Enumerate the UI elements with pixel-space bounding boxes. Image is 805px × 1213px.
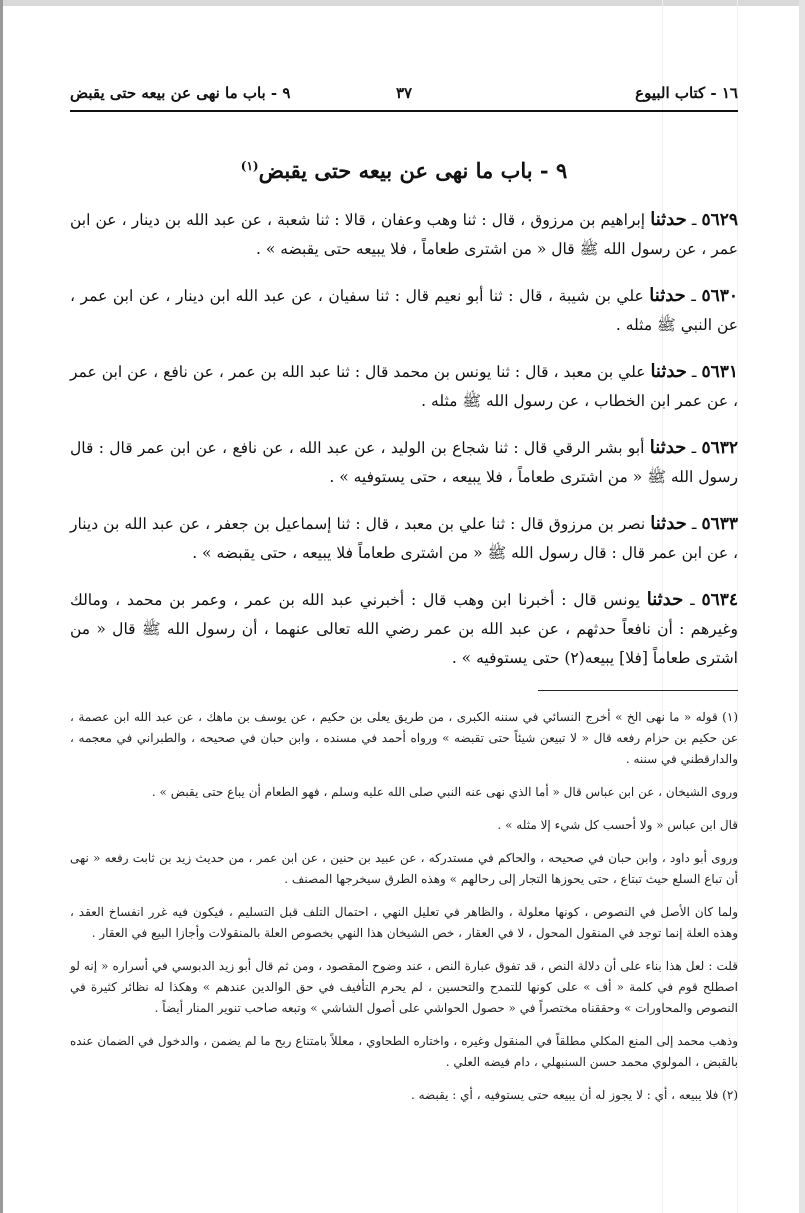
footnote-paragraph: وروى أبو داود ، وابن حبان في صحيحه ، والحاكم في مستدركه ، عن عبيد بن حنين ، عن ابن عمر ، من حديث زيد بن ثابت رفعه « نهى أن تباع السلع حيث تبتاع ، حتى يحوزها التجار إلى رحالهم » وهذه الطرق سيخرجها المصنف . <box>70 851 738 886</box>
running-head-page-number: ٣٧ <box>395 84 413 102</box>
hadith-entry: ٥٦٣٣ ـ حدثنا نصر بن مرزوق قال : ثنا علي بن معبد ، قال : ثنا إسماعيل بن جعفر ، عن عبد الله بن دينار ، عن ابن عمر قال : قال رسول الله ﷺ « من اشترى طعاماً فلا يبيعه ، حتى يقبضه » . <box>70 513 738 562</box>
hadith-text: علي بن شيبة ، قال : ثنا أبو نعيم قال : ثنا سفيان ، عن عبد الله ابن دينار ، عن ابن عمر ، عن النبي ﷺ مثله . <box>70 287 738 334</box>
hadith-number: ٥٦٣٤ <box>701 590 738 610</box>
hadith-keyword: حدثنا <box>649 285 686 306</box>
hadith-number: ٥٦٣٢ <box>701 438 738 458</box>
hadith-keyword: حدثنا <box>650 361 687 382</box>
hadith-number: ٥٦٣٣ <box>701 514 738 534</box>
hadith-entry: ٥٦٣٤ ـ حدثنا يونس قال : أخبرنا ابن وهب قال : أخبرني عبد الله بن عمر ، وعمر بن محمد ، ومالك وغيرهم : أن نافعاً حدثهم ، عن عبد الله بن عمر رضي الله تعالى عنهما ، أن رسول الله ﷺ قال « من اشترى طعاماً [فلا] يبيعه(٢) حتى يستوفيه » . <box>70 589 738 667</box>
hadith-keyword: حدثنا <box>650 209 687 230</box>
hadith-text: نصر بن مرزوق قال : ثنا علي بن معبد ، قال : ثنا إسماعيل بن جعفر ، عن عبد الله بن دينار ، عن ابن عمر قال : قال رسول الله ﷺ « من اشترى طعاماً فلا يبيعه ، حتى يقبضه » . <box>70 515 738 562</box>
footnote-paragraph: قال ابن عباس « ولا أحسب كل شيء إلا مثله » . <box>497 818 738 832</box>
hadith-number: ٥٦٢٩ <box>701 210 738 230</box>
footnote-paragraph: قلت : لعل هذا بناء على أن دلالة النص ، قد تفوق عبارة النص ، عند وضوح المقصود ، ومن ثم قال أبو زيد الدبوسي في أسراره « إنه لو اصطلح قوم في كلمة « أف » على كونها للتمدح والتحسين ، لم يحرم التأفيف في حق الوالدين عندهم » وهكذا له نظائر كثيرة في النصوص والمحاورات » وحققناه مختصراً في « حصول الحواشي على أصول الشاشي » وتبعه صاحب تنوير المنار أيضاً . <box>70 959 738 1015</box>
footnote-paragraph: وذهب محمد إلى المنع المكلي مطلقاً في المنقول وغيره ، واختاره الطحاوي ، معللاً بامتناع ربح ما لم يضمن ، والدخول في الضمان عنده بالقبض ، المولوي محمد حسن السنبهلي ، دام فيضه العلي . <box>70 1034 738 1069</box>
hadith-entry: ٥٦٣١ ـ حدثنا علي بن معبد ، قال : ثنا يونس بن محمد قال : ثنا عبد الله بن عمر ، عن نافع ، عن ابن عمر ، عن عمر ابن الخطاب ، عن رسول الله ﷺ مثله . <box>70 361 738 410</box>
scan-top-edge <box>0 0 805 6</box>
chapter-footnote-ref: (١) <box>240 159 259 173</box>
running-head-chapter: ٩ - باب ما نهى عن بيعه حتى يقبض <box>70 84 291 102</box>
hadith-text: إبراهيم بن مرزوق ، قال : ثنا وهب وعفان ، قالا : ثنا شعبة ، عن عبد الله بن دينار ، عن ابن عمر ، عن رسول الله ﷺ قال « من اشترى طعاماً ، فلا يبيعه حتى يقبضه » . <box>70 211 738 258</box>
footnote-paragraph: ولما كان الأصل في النصوص ، كونها معلولة ، والظاهر في تعليل النهي ، احتمال التلف قبل التسليم ، فيكون فيه غرر انفساخ العقد ، وهذه العلة إنما توجد في المنقول المحول ، لا في العقار ، خص الشيخان هذا النهي بخصوص العلة بالمنقولات وأجازا البيع في العقار . <box>70 905 738 940</box>
hadith-keyword: حدثنا <box>646 589 684 610</box>
running-head-book: ١٦ - كتاب البيوع <box>635 84 738 102</box>
book-page <box>70 82 738 1113</box>
hadith-number: ٥٦٣١ <box>701 362 738 382</box>
scan-right-edge <box>799 0 805 1213</box>
hadith-number: ٥٦٣٠ <box>701 286 738 306</box>
hadith-entry: ٥٦٢٩ ـ حدثنا إبراهيم بن مرزوق ، قال : ثنا وهب وعفان ، قالا : ثنا شعبة ، عن عبد الله بن دينار ، عن ابن عمر ، عن رسول الله ﷺ قال « من اشترى طعاماً ، فلا يبيعه حتى يقبضه » . <box>70 209 738 258</box>
hadith-entry: ٥٦٣٠ ـ حدثنا علي بن شيبة ، قال : ثنا أبو نعيم قال : ثنا سفيان ، عن عبد الله ابن دينار ، عن ابن عمر ، عن النبي ﷺ مثله . <box>70 285 738 334</box>
footnote-divider <box>538 690 738 691</box>
scan-left-edge <box>0 0 3 1213</box>
footnote-paragraph: وروى الشيخان ، عن ابن عباس قال « أما الذي نهى عنه النبي صلى الله عليه وسلم ، فهو الطعام أن يباع حتى يقبض » . <box>151 785 738 799</box>
hadith-text: يونس قال : أخبرنا ابن وهب قال : أخبرني عبد الله بن عمر ، وعمر بن محمد ، ومالك وغيرهم : أن نافعاً حدثهم ، عن عبد الله بن عمر رضي الله تعالى عنهما ، أن رسول الله ﷺ قال « من اشترى طعاماً [فلا] يبيعه(٢) حتى يستوفيه » . <box>70 591 738 667</box>
hadith-keyword: حدثنا <box>649 437 687 458</box>
footnotes <box>70 707 738 1106</box>
footnote-paragraph: (٢) فلا يبيعه ، أي : لا يجوز له أن يبيعه حتى يستوفيه ، أي : يقبضه . <box>410 1088 738 1102</box>
hadith-text: أبو بشر الرقي قال : ثنا شجاع بن الوليد ، عن عبد الله ، عن نافع ، عن ابن عمر قال : قال رسول الله ﷺ « من اشترى طعاماً ، فلا يبيعه ، حتى يستوفيه » . <box>70 439 738 486</box>
chapter-title <box>70 158 738 183</box>
hadith-list <box>70 205 738 673</box>
running-head <box>70 82 738 108</box>
chapter-title-text: ٩ - باب ما نهى عن بيعه حتى يقبض <box>258 158 568 183</box>
hadith-entry: ٥٦٣٢ ـ حدثنا أبو بشر الرقي قال : ثنا شجاع بن الوليد ، عن عبد الله ، عن نافع ، عن ابن عمر قال : قال رسول الله ﷺ « من اشترى طعاماً ، فلا يبيعه ، حتى يستوفيه » . <box>70 437 738 486</box>
hadith-text: علي بن معبد ، قال : ثنا يونس بن محمد قال : ثنا عبد الله بن عمر ، عن نافع ، عن ابن عمر ، عن عمر ابن الخطاب ، عن رسول الله ﷺ مثله . <box>70 363 738 410</box>
header-rule <box>70 110 738 112</box>
hadith-keyword: حدثنا <box>650 513 687 534</box>
footnote-paragraph: (١) قوله « ما نهى الخ » أخرج النسائي في سننه الكبرى ، من طريق يعلى بن حكيم ، عن يوسف بن ماهك ، عن عبد الله ابن عصمة ، عن حكيم بن حزام رفعه قال « لا تبيعن شيئاً حتى تقبضه » ورواه أحمد في مسنده ، وابن حبان في صحيحه ، والطبراني في معجمه ، والدارقطني في سننه . <box>70 710 738 766</box>
